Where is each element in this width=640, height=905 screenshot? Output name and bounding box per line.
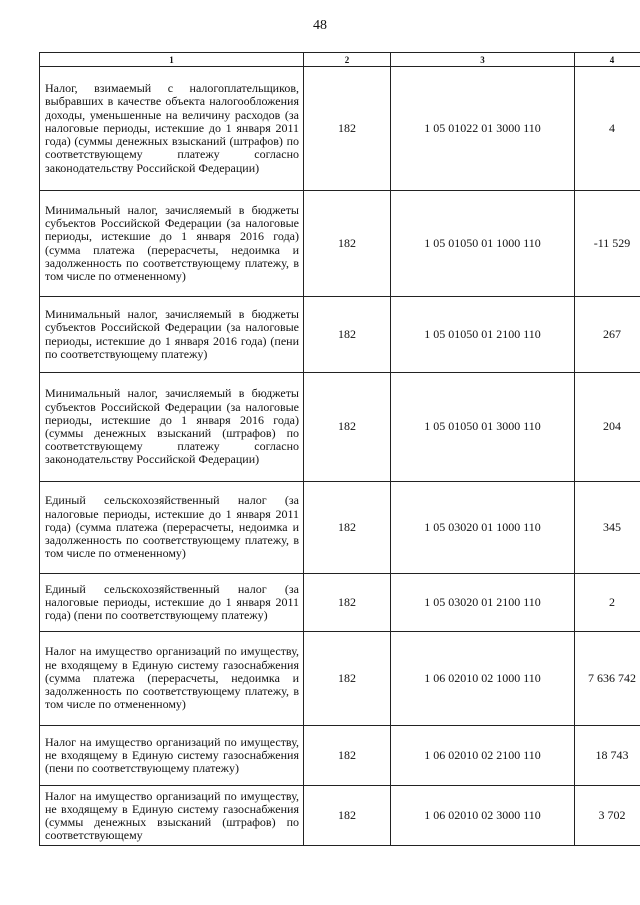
row-description: Минимальный налог, зачисляемый в бюджеты субъектов Российской Федерации (за налоговые периоды, истекшие до 1 января 2016 года) (суммы денежных взысканий (штрафов) по соответствующему платежу согласно законодательству Российской Федерации) [40,373,304,482]
table-row [40,574,640,632]
row-budget-code: 1 06 02010 02 3000 110 [391,786,575,846]
table-row [40,191,640,297]
row-budget-code: 1 05 03020 01 2100 110 [391,574,575,632]
row-description: Минимальный налог, зачисляемый в бюджеты субъектов Российской Федерации (за налоговые периоды, истекшие до 1 января 2016 года) (пени по соответствующему платежу) [40,297,304,373]
row-budget-code: 1 05 01050 01 1000 110 [391,191,575,297]
table-row [40,297,640,373]
row-amount: 267 [575,297,640,373]
row-admin-code: 182 [304,373,391,482]
row-admin-code: 182 [304,482,391,574]
table-header-row [40,53,640,67]
row-amount: 7 636 742 [575,632,640,726]
row-amount: -11 529 [575,191,640,297]
row-amount: 204 [575,373,640,482]
revenue-table [39,52,640,846]
row-budget-code: 1 05 03020 01 1000 110 [391,482,575,574]
row-admin-code: 182 [304,297,391,373]
row-admin-code: 182 [304,574,391,632]
table-row [40,482,640,574]
row-description: Минимальный налог, зачисляемый в бюджеты субъектов Российской Федерации (за налоговые периоды, истекшие до 1 января 2016 года) (сумма платежа (перерасчеты, недоимка и задолженность по соответствующему платежу, в том числе по отмененному) [40,191,304,297]
row-amount: 4 [575,67,640,191]
row-amount: 2 [575,574,640,632]
page-number: 48 [313,18,327,33]
row-budget-code: 1 05 01022 01 3000 110 [391,67,575,191]
row-amount: 345 [575,482,640,574]
row-budget-code: 1 05 01050 01 3000 110 [391,373,575,482]
column-header-1: 1 [40,53,304,67]
row-description: Налог, взимаемый с налогоплательщиков, выбравших в качестве объекта налогообложения доходы, уменьшенные на величину расходов (за налоговые периоды, истекшие до 1 января 2011 года) (суммы денежных взысканий (штрафов) по соответствующему платежу согласно законодательству Российской Федерации) [40,67,304,191]
row-description: Налог на имущество организаций по имуществу, не входящему в Единую систему газоснабжения (сумма платежа (перерасчеты, недоимка и задолженность по соответствующему платежу, в том числе по отмененному) [40,632,304,726]
row-admin-code: 182 [304,67,391,191]
row-budget-code: 1 05 01050 01 2100 110 [391,297,575,373]
row-budget-code: 1 06 02010 02 2100 110 [391,726,575,786]
column-header-3: 3 [391,53,575,67]
row-description: Единый сельскохозяйственный налог (за налоговые периоды, истекшие до 1 января 2011 года) (сумма платежа (перерасчеты, недоимка и задолженность по соответствующему платежу, в том числе по отмененному) [40,482,304,574]
row-amount: 18 743 [575,726,640,786]
row-description: Налог на имущество организаций по имуществу, не входящему в Единую систему газоснабжения (суммы денежных взысканий (штрафов) по соответствующему [40,786,304,846]
row-description: Налог на имущество организаций по имуществу, не входящему в Единую систему газоснабжения (пени по соответствующему платежу) [40,726,304,786]
row-admin-code: 182 [304,632,391,726]
row-admin-code: 182 [304,726,391,786]
row-budget-code: 1 06 02010 02 1000 110 [391,632,575,726]
table-row [40,67,640,191]
column-header-2: 2 [304,53,391,67]
row-amount: 3 702 [575,786,640,846]
table-row [40,373,640,482]
column-header-4: 4 [575,53,640,67]
row-description: Единый сельскохозяйственный налог (за налоговые периоды, истекшие до 1 января 2011 года) (пени по соответствующему платежу) [40,574,304,632]
table-row [40,726,640,786]
row-admin-code: 182 [304,191,391,297]
table-row [40,632,640,726]
row-admin-code: 182 [304,786,391,846]
table-row [40,786,640,846]
